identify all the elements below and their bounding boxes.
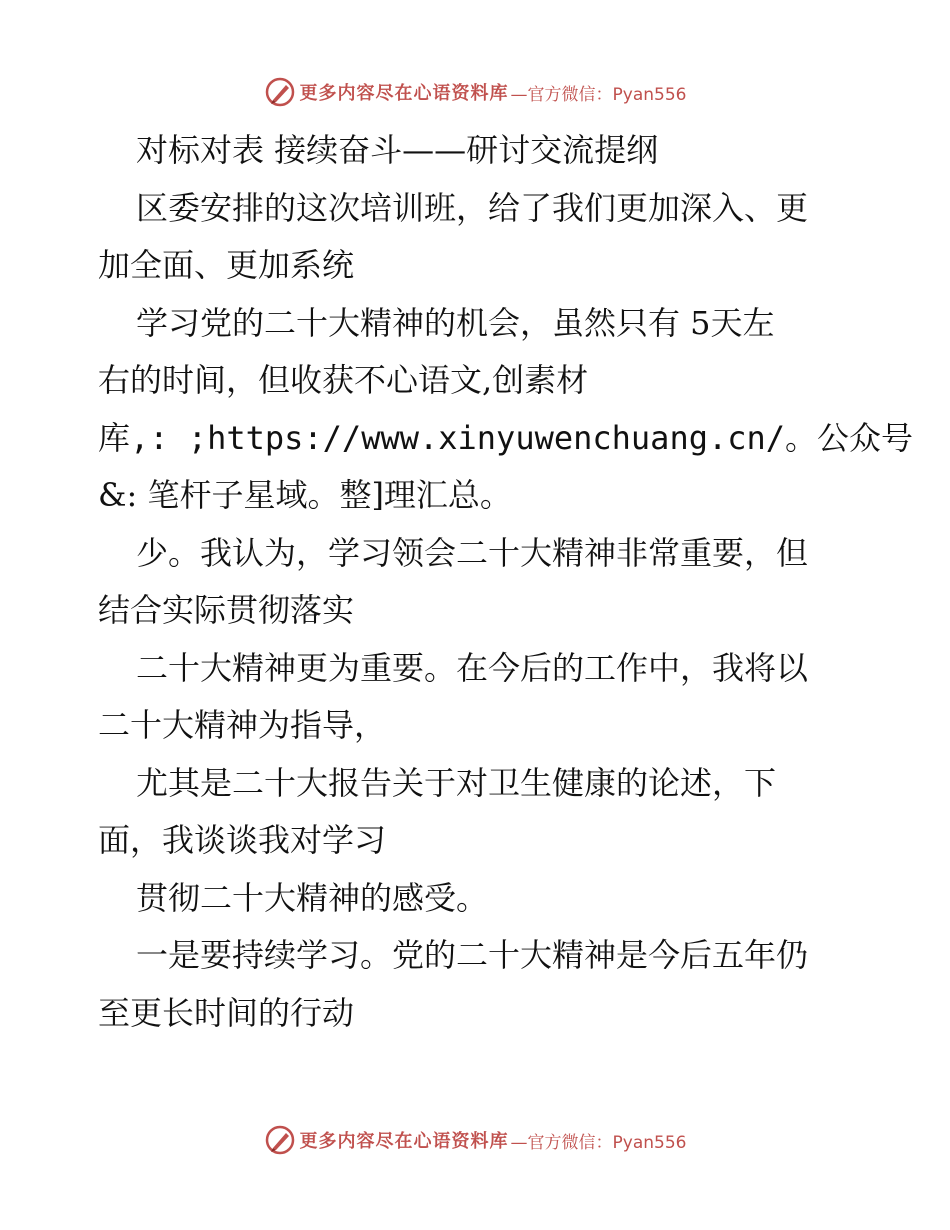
banner-wechat-text: —官方微信：Pyan556: [510, 1132, 687, 1153]
text-line: 区委安排的这次培训班，给了我们更加深入、更: [136, 188, 809, 227]
text-line: 贯彻二十大精神的感受。: [136, 878, 489, 917]
text-line: 至更长时间的行动: [98, 993, 355, 1032]
document-title: 对标对表 接续奋斗——研讨交流提纲: [136, 131, 659, 169]
footer-banner: [0, 1120, 950, 1160]
banner-main-text: 更多内容尽在心语资料库: [299, 83, 509, 104]
banner-wechat-text: —官方微信：Pyan556: [510, 84, 687, 105]
text-line: 学习党的二十大精神的机会，虽然只有 5天左: [136, 303, 775, 342]
text-line: &: 笔杆子星域。整]理汇总。: [98, 476, 512, 514]
text-line-url: 库,: ;https://www.xinyuwenchuang.cn/。公众号: [98, 418, 914, 457]
text-line: 加全面、更加系统: [98, 246, 355, 284]
pen-logo-icon: [264, 1124, 296, 1156]
banner-main-text: 更多内容尽在心语资料库: [299, 1131, 509, 1152]
text-line: 结合实际贯彻落实: [98, 591, 355, 629]
text-line: 尤其是二十大报告关于对卫生健康的论述，下: [136, 763, 777, 802]
text-line: 少。我认为，学习领会二十大精神非常重要，但: [136, 533, 809, 572]
text-line: 二十大精神更为重要。在今后的工作中，我将以: [136, 648, 809, 687]
text-line: 面，我谈谈我对学习: [98, 821, 387, 859]
document-body: [98, 122, 914, 1042]
text-line: 二十大精神为指导，: [98, 706, 387, 744]
text-line: 右的时间，但收获不心语文,创素材: [98, 361, 589, 399]
text-line: 一是要持续学习。党的二十大精神是今后五年仍: [136, 936, 809, 974]
header-banner: [0, 72, 950, 112]
pen-logo-icon: [264, 76, 296, 108]
